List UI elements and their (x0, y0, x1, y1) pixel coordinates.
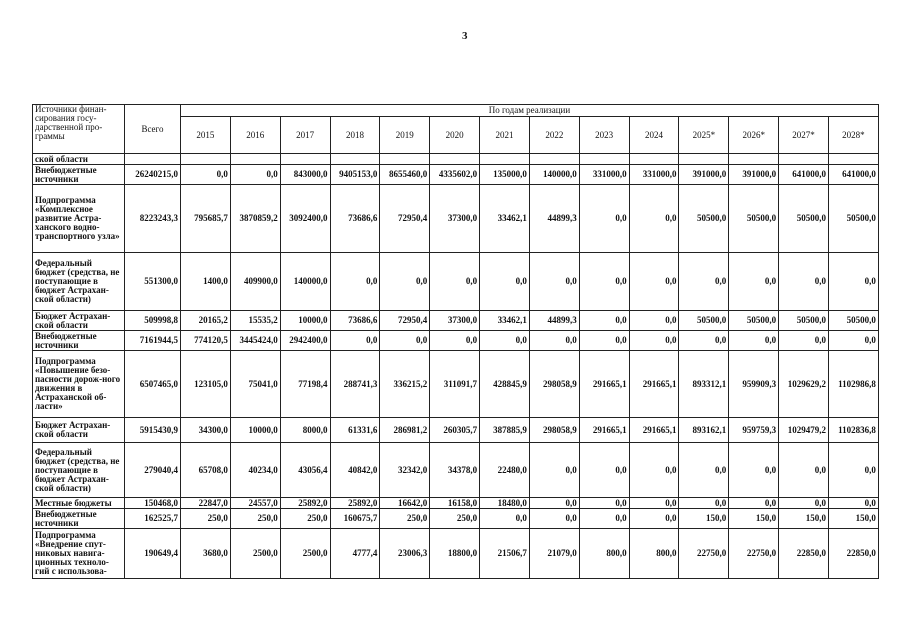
year-value-cell: 0,0 (529, 331, 579, 351)
year-value-cell: 331000,0 (629, 165, 679, 185)
year-value-cell: 16158,0 (430, 498, 480, 509)
year-value-cell: 0,0 (230, 165, 280, 185)
year-value-cell: 33462,1 (480, 311, 530, 331)
year-value-cell (629, 154, 679, 165)
year-header: 2023 (579, 117, 629, 154)
year-header: 2027* (779, 117, 829, 154)
year-value-cell: 73686,6 (330, 185, 380, 253)
year-value-cell (729, 154, 779, 165)
year-value-cell: 0,0 (330, 331, 380, 351)
year-value-cell: 250,0 (181, 509, 231, 529)
year-header: 2025* (679, 117, 729, 154)
year-value-cell: 0,0 (629, 498, 679, 509)
total-cell: 26240215,0 (125, 165, 181, 185)
year-value-cell (230, 154, 280, 165)
year-value-cell: 44899,3 (529, 311, 579, 331)
year-value-cell (779, 154, 829, 165)
year-value-cell: 8000,0 (280, 418, 330, 443)
year-value-cell: 0,0 (579, 185, 629, 253)
year-value-cell: 25892,0 (330, 498, 380, 509)
year-value-cell: 0,0 (629, 253, 679, 311)
year-value-cell: 893162,1 (679, 418, 729, 443)
year-value-cell: 800,0 (579, 529, 629, 579)
year-value-cell: 4777,4 (330, 529, 380, 579)
year-value-cell: 37300,0 (430, 185, 480, 253)
year-value-cell: 77198,4 (280, 351, 330, 418)
source-cell: Внебюджетные источники (33, 509, 125, 529)
year-value-cell: 959759,3 (729, 418, 779, 443)
year-header: 2019 (380, 117, 430, 154)
table-row (33, 351, 879, 418)
total-cell: 6507465,0 (125, 351, 181, 418)
year-value-cell: 15535,2 (230, 311, 280, 331)
year-value-cell: 40842,0 (330, 443, 380, 498)
year-value-cell: 50500,0 (779, 185, 829, 253)
year-value-cell: 50500,0 (679, 185, 729, 253)
year-header: 2021 (480, 117, 530, 154)
year-value-cell (430, 154, 480, 165)
year-value-cell: 0,0 (729, 443, 779, 498)
year-value-cell: 3870859,2 (230, 185, 280, 253)
year-value-cell: 250,0 (430, 509, 480, 529)
year-value-cell: 0,0 (579, 253, 629, 311)
year-value-cell: 959909,3 (729, 351, 779, 418)
year-value-cell: 40234,0 (230, 443, 280, 498)
year-value-cell: 22750,0 (729, 529, 779, 579)
year-value-cell: 1102986,8 (828, 351, 878, 418)
page-number: 3 (462, 30, 468, 42)
table-row (33, 165, 879, 185)
year-value-cell: 0,0 (729, 498, 779, 509)
year-value-cell: 25892,0 (280, 498, 330, 509)
year-value-cell: 150,0 (729, 509, 779, 529)
year-value-cell: 50500,0 (729, 185, 779, 253)
year-value-cell: 4335602,0 (430, 165, 480, 185)
year-value-cell: 21079,0 (529, 529, 579, 579)
year-value-cell: 0,0 (729, 331, 779, 351)
year-value-cell: 2500,0 (230, 529, 280, 579)
year-value-cell: 123105,0 (181, 351, 231, 418)
year-value-cell: 0,0 (779, 253, 829, 311)
year-header: 2028* (828, 117, 878, 154)
year-value-cell: 795685,7 (181, 185, 231, 253)
year-value-cell (529, 154, 579, 165)
year-value-cell: 641000,0 (779, 165, 829, 185)
year-value-cell: 288741,3 (330, 351, 380, 418)
year-value-cell: 75041,0 (230, 351, 280, 418)
year-value-cell: 0,0 (629, 509, 679, 529)
source-cell: Федеральный бюджет (средства, не поступающие в бюджет Астрахан-ской области) (33, 253, 125, 311)
source-cell: Внебюджетные источники (33, 331, 125, 351)
year-value-cell: 2500,0 (280, 529, 330, 579)
year-value-cell (380, 154, 430, 165)
source-cell: Подпрограмма «Внедрение спут-никовых навига-ционных техноло-гий с использова- (33, 529, 125, 579)
financing-table (32, 104, 879, 579)
year-value-cell: 391000,0 (729, 165, 779, 185)
year-value-cell: 0,0 (579, 331, 629, 351)
year-value-cell: 0,0 (480, 253, 530, 311)
table-row (33, 253, 879, 311)
table-row (33, 509, 879, 529)
year-value-cell: 291665,1 (629, 418, 679, 443)
total-cell: 7161944,5 (125, 331, 181, 351)
table-row (33, 185, 879, 253)
year-value-cell: 250,0 (280, 509, 330, 529)
total-cell: 162525,7 (125, 509, 181, 529)
year-value-cell: 32342,0 (380, 443, 430, 498)
year-value-cell: 34300,0 (181, 418, 231, 443)
year-value-cell: 0,0 (579, 498, 629, 509)
table-row (33, 311, 879, 331)
year-value-cell: 22480,0 (480, 443, 530, 498)
year-value-cell: 0,0 (679, 443, 729, 498)
year-value-cell: 311091,7 (430, 351, 480, 418)
year-value-cell: 1029479,2 (779, 418, 829, 443)
year-value-cell: 0,0 (330, 253, 380, 311)
year-value-cell: 50500,0 (779, 311, 829, 331)
year-value-cell: 1400,0 (181, 253, 231, 311)
year-value-cell: 9405153,0 (330, 165, 380, 185)
year-value-cell: 0,0 (629, 331, 679, 351)
year-value-cell: 0,0 (181, 165, 231, 185)
year-value-cell: 0,0 (529, 509, 579, 529)
year-value-cell: 140000,0 (529, 165, 579, 185)
year-value-cell: 428845,9 (480, 351, 530, 418)
year-value-cell: 0,0 (828, 253, 878, 311)
year-value-cell: 331000,0 (579, 165, 629, 185)
year-value-cell (330, 154, 380, 165)
year-value-cell: 0,0 (828, 498, 878, 509)
year-value-cell: 140000,0 (280, 253, 330, 311)
year-value-cell: 22850,0 (828, 529, 878, 579)
year-value-cell: 50500,0 (729, 311, 779, 331)
year-value-cell: 0,0 (679, 253, 729, 311)
year-value-cell: 0,0 (629, 443, 679, 498)
year-value-cell: 843000,0 (280, 165, 330, 185)
year-value-cell: 10000,0 (230, 418, 280, 443)
total-cell: 279040,4 (125, 443, 181, 498)
year-value-cell: 387885,9 (480, 418, 530, 443)
year-value-cell: 0,0 (480, 509, 530, 529)
year-value-cell: 150,0 (779, 509, 829, 529)
year-value-cell: 0,0 (729, 253, 779, 311)
source-cell: Подпрограмма «Комплексное развитие Астра-ханского водно-транспортного узла» (33, 185, 125, 253)
year-value-cell: 250,0 (380, 509, 430, 529)
year-value-cell: 3092400,0 (280, 185, 330, 253)
year-value-cell: 286981,2 (380, 418, 430, 443)
source-cell: Местные бюджеты (33, 498, 125, 509)
year-value-cell: 0,0 (579, 443, 629, 498)
year-value-cell: 260305,7 (430, 418, 480, 443)
year-value-cell: 18480,0 (480, 498, 530, 509)
total-cell: 190649,4 (125, 529, 181, 579)
table-row (33, 154, 879, 165)
year-value-cell: 24557,0 (230, 498, 280, 509)
total-cell: 5915430,9 (125, 418, 181, 443)
year-value-cell: 3680,0 (181, 529, 231, 579)
total-cell: 551300,0 (125, 253, 181, 311)
year-header: 2015 (181, 117, 231, 154)
total-header: Всего (125, 105, 181, 154)
year-value-cell: 409900,0 (230, 253, 280, 311)
year-value-cell: 2942400,0 (280, 331, 330, 351)
year-value-cell: 34378,0 (430, 443, 480, 498)
year-value-cell: 72950,4 (380, 311, 430, 331)
table-row (33, 443, 879, 498)
table-row (33, 331, 879, 351)
year-value-cell: 0,0 (380, 253, 430, 311)
year-value-cell: 0,0 (779, 331, 829, 351)
year-value-cell: 135000,0 (480, 165, 530, 185)
year-value-cell (679, 154, 729, 165)
year-header: 2022 (529, 117, 579, 154)
year-value-cell: 0,0 (828, 443, 878, 498)
source-header: Источники финан-сирования госу-дарственной про-граммы (33, 105, 125, 154)
year-header: 2018 (330, 117, 380, 154)
table-header (33, 105, 879, 154)
year-value-cell: 22850,0 (779, 529, 829, 579)
year-value-cell: 291665,1 (579, 418, 629, 443)
year-value-cell (480, 154, 530, 165)
year-value-cell: 18800,0 (430, 529, 480, 579)
year-value-cell: 0,0 (579, 509, 629, 529)
year-value-cell: 72950,4 (380, 185, 430, 253)
year-value-cell: 44899,3 (529, 185, 579, 253)
year-value-cell: 298058,9 (529, 351, 579, 418)
year-value-cell: 0,0 (679, 498, 729, 509)
year-value-cell: 774120,5 (181, 331, 231, 351)
year-value-cell: 20165,2 (181, 311, 231, 331)
total-cell: 509998,8 (125, 311, 181, 331)
year-header: 2016 (230, 117, 280, 154)
year-value-cell: 336215,2 (380, 351, 430, 418)
table-row (33, 418, 879, 443)
year-value-cell: 291665,1 (629, 351, 679, 418)
year-value-cell: 893312,1 (679, 351, 729, 418)
year-value-cell: 0,0 (430, 331, 480, 351)
year-value-cell: 800,0 (629, 529, 679, 579)
year-value-cell (181, 154, 231, 165)
total-cell (125, 154, 181, 165)
year-value-cell: 0,0 (430, 253, 480, 311)
year-value-cell: 0,0 (779, 498, 829, 509)
year-value-cell: 50500,0 (679, 311, 729, 331)
year-header: 2026* (729, 117, 779, 154)
year-value-cell: 291665,1 (579, 351, 629, 418)
year-value-cell: 0,0 (529, 443, 579, 498)
table-row (33, 498, 879, 509)
source-cell: ской области (33, 154, 125, 165)
year-value-cell: 250,0 (230, 509, 280, 529)
year-value-cell: 0,0 (579, 311, 629, 331)
year-value-cell: 0,0 (380, 331, 430, 351)
year-value-cell: 33462,1 (480, 185, 530, 253)
table-body (33, 154, 879, 579)
table-row (33, 529, 879, 579)
year-value-cell (579, 154, 629, 165)
year-value-cell: 61331,6 (330, 418, 380, 443)
year-value-cell: 0,0 (779, 443, 829, 498)
year-value-cell: 0,0 (529, 498, 579, 509)
year-value-cell: 160675,7 (330, 509, 380, 529)
source-cell: Внебюджетные источники (33, 165, 125, 185)
year-value-cell: 0,0 (679, 331, 729, 351)
year-value-cell: 0,0 (629, 185, 679, 253)
year-value-cell: 50500,0 (828, 185, 878, 253)
year-value-cell: 0,0 (480, 331, 530, 351)
year-value-cell: 150,0 (828, 509, 878, 529)
year-value-cell: 50500,0 (828, 311, 878, 331)
year-value-cell (280, 154, 330, 165)
source-cell: Федеральный бюджет (средства, не поступающие в бюджет Астрахан-ской области) (33, 443, 125, 498)
year-header: 2020 (430, 117, 480, 154)
year-value-cell: 65708,0 (181, 443, 231, 498)
total-cell: 150468,0 (125, 498, 181, 509)
source-cell: Бюджет Астрахан-ской области (33, 418, 125, 443)
year-value-cell: 0,0 (828, 331, 878, 351)
year-value-cell: 73686,6 (330, 311, 380, 331)
year-header: 2024 (629, 117, 679, 154)
year-value-cell (828, 154, 878, 165)
total-cell: 8223243,3 (125, 185, 181, 253)
year-value-cell: 22750,0 (679, 529, 729, 579)
year-value-cell: 150,0 (679, 509, 729, 529)
year-value-cell: 298058,9 (529, 418, 579, 443)
year-value-cell: 16642,0 (380, 498, 430, 509)
year-value-cell: 8655460,0 (380, 165, 430, 185)
year-value-cell: 23006,3 (380, 529, 430, 579)
year-value-cell: 22847,0 (181, 498, 231, 509)
source-cell: Подпрограмма «Повышение безо-пасности дорож-ного движения в Астраханской об-ласти» (33, 351, 125, 418)
year-value-cell: 10000,0 (280, 311, 330, 331)
year-header: 2017 (280, 117, 330, 154)
year-value-cell: 37300,0 (430, 311, 480, 331)
year-value-cell: 391000,0 (679, 165, 729, 185)
years-group-header: По годам реализации (181, 105, 879, 117)
year-value-cell: 3445424,0 (230, 331, 280, 351)
year-value-cell: 43056,4 (280, 443, 330, 498)
year-value-cell: 641000,0 (828, 165, 878, 185)
year-value-cell: 1102836,8 (828, 418, 878, 443)
year-value-cell: 0,0 (629, 311, 679, 331)
year-value-cell: 0,0 (529, 253, 579, 311)
year-value-cell: 21506,7 (480, 529, 530, 579)
year-value-cell: 1029629,2 (779, 351, 829, 418)
source-cell: Бюджет Астрахан-ской области (33, 311, 125, 331)
